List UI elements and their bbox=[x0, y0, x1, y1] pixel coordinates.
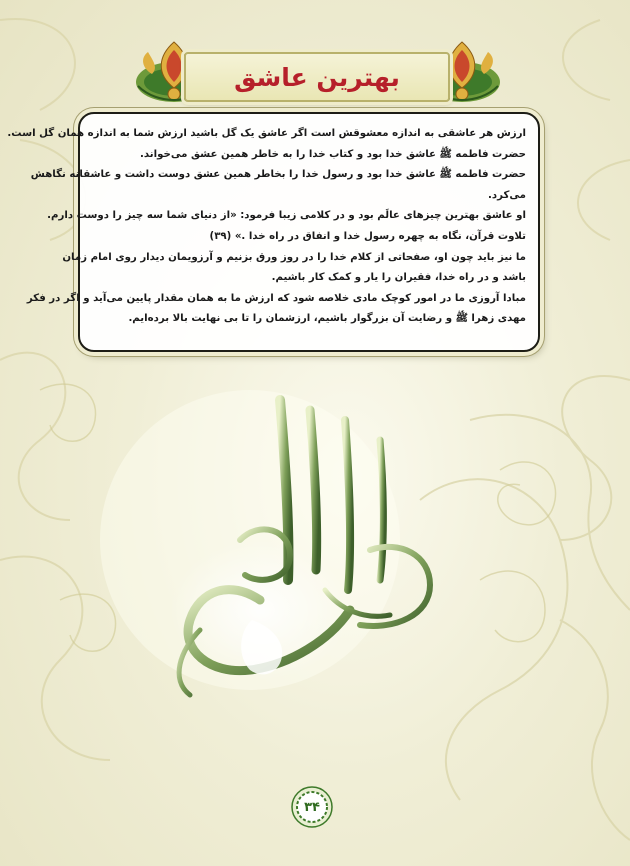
title-banner bbox=[184, 52, 450, 102]
text-line: مهدی زهرا ﷺ و رضایت آن بزرگوار باشیم، ارزشمان را تا بی نهایت بالا برده‌ایم. bbox=[128, 313, 526, 325]
text-line: می‌کرد. bbox=[488, 189, 526, 201]
text-line: ما نیز باید چون او، صفحاتی از کلام خدا را در روز ورق بزنیم و آرزویمان دیدار روی امام زمان bbox=[62, 251, 526, 263]
text-line: تلاوت قرآن، نگاه به چهره رسول خدا و انفاق در راه خدا .» (۳۹) bbox=[209, 230, 526, 242]
text-line: مبادا آروزی ما در امور کوچک مادی خلاصه شود که ارزش ما به همان مقدار پایین می‌آید و اگر در فکر bbox=[26, 292, 526, 304]
text-line: ارزش هر عاشقی به اندازه معشوقش است اگر عاشق یک گل باشید ارزش شما به اندازه همان گل است. bbox=[7, 128, 526, 139]
page-number-wrap bbox=[291, 786, 333, 828]
page-title: بهترین عاشق bbox=[234, 62, 400, 92]
text-box bbox=[7, 112, 540, 352]
text-line: حضرت فاطمه ﷺ عاشق خدا بود و کتاب خدا را به خاطر همین عشق می‌خواند. bbox=[140, 148, 526, 160]
calligraphy-artwork bbox=[140, 380, 480, 710]
text-line: او عاشق بهترین چیزهای عالَم بود و در کلامی زیبا فرمود: «از دنیای شما سه چیز را دوست دارم. bbox=[47, 210, 526, 222]
page-number: ۳۴ bbox=[304, 799, 320, 815]
text-line: حضرت فاطمه ﷺ عاشق خدا بود و رسول خدا را بخاطر همین عشق دوست داشت و عاشقانه نگاهش bbox=[30, 169, 526, 181]
text-line: باشد و در راه خدا، فقیران را یار و کمک کار باشیم. bbox=[271, 272, 526, 284]
